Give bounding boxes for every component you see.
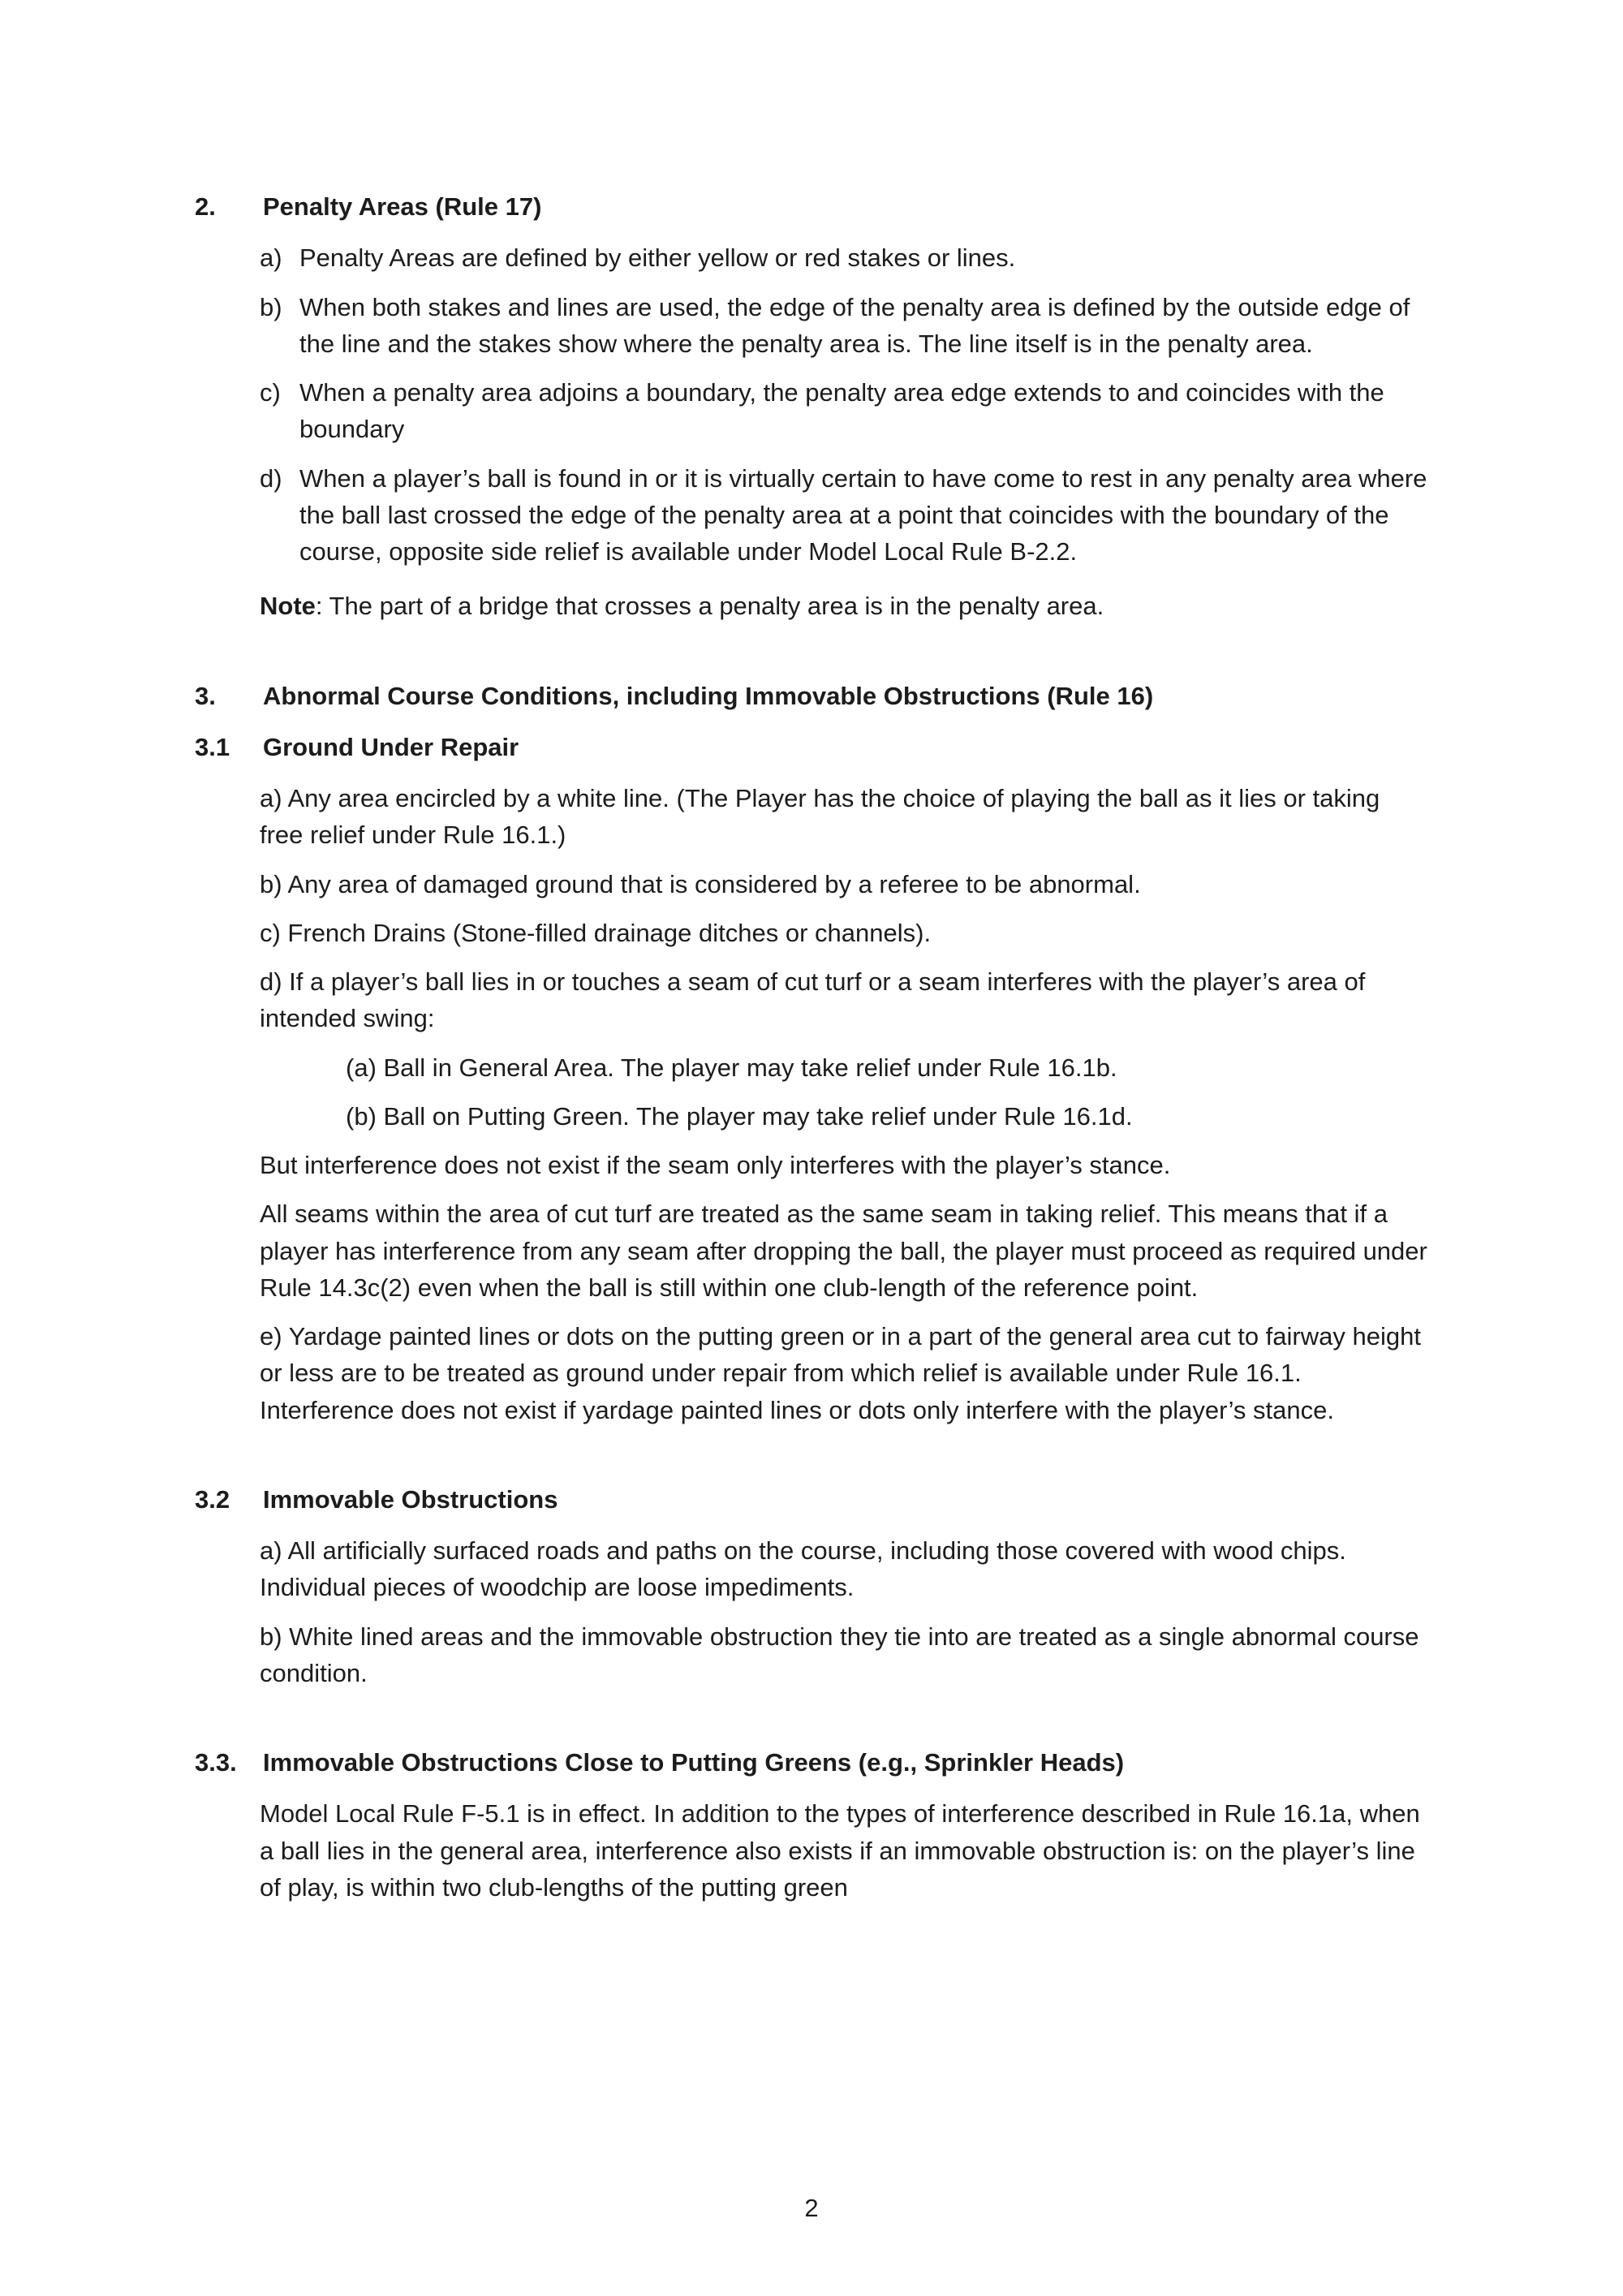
list-item (260, 239, 1428, 276)
note-paragraph (260, 588, 1428, 624)
section-title: Penalty Areas (Rule 17) (263, 192, 542, 221)
paragraph: But interference does not exist if the seam only interferes with the player’s stance. (260, 1151, 1171, 1179)
section-heading (195, 1481, 1428, 1518)
section-spacer (195, 1441, 1428, 1480)
section-number: 3.3. (195, 1748, 237, 1777)
list-item-marker: c) (260, 378, 281, 407)
paragraph: (a) Ball in General Area. The player may take relief under Rule 16.1b. (346, 1053, 1117, 1082)
section-number: 3.1 (195, 732, 230, 761)
page-number: 2 (804, 2193, 819, 2222)
paragraph: c) French Drains (Stone-filled drainage ditches or channels). (260, 918, 932, 947)
list-item-marker: a) (260, 243, 282, 273)
list-item (260, 374, 1428, 448)
note-text: : The part of a bridge that crosses a penalty area is in the penalty area. (315, 592, 1104, 621)
list-item-text: When both stakes and lines are used, the edge of the penalty area is defined by the outside edge of the line and the stakes show where the penalty area is. The line itself is in the penalty area. (299, 292, 1410, 358)
section-title: Abnormal Course Conditions, including Immovable Obstructions (Rule 16) (263, 681, 1154, 710)
section-heading (195, 1744, 1428, 1781)
paragraph: b) Any area of damaged ground that is considered by a referee to be abnormal. (260, 869, 1141, 898)
document-content (195, 188, 1428, 1906)
paragraph: a) All artificially surfaced roads and paths on the course, including those covered with wood chips. Individual pieces of woodchip are loose impediments. (260, 1536, 1346, 1602)
section-title: Immovable Obstructions Close to Putting Greens (e.g., Sprinkler Heads) (263, 1748, 1125, 1777)
list-item (260, 460, 1428, 571)
section-heading (195, 678, 1428, 714)
list-item (260, 289, 1428, 363)
note-label: Note (260, 592, 316, 621)
section-spacer (195, 1704, 1428, 1742)
section-heading (195, 188, 1428, 225)
list-item-text: When a player’s ball is found in or it is virtually certain to have come to rest in any penalty area where the ball last crossed the edge of the penalty area at a point that coincides with the boundary of the course, opposite side relief is available under Model Local Rule B-2.2. (299, 463, 1427, 566)
list-item-marker: b) (260, 292, 282, 321)
paragraph: e) Yardage painted lines or dots on the putting green or in a part of the general area cut to fairway height or less are to be treated as ground under repair from which relief is available under Rule 16.1. Interference does not exist if yardage painted lines or dots only interfere with the player’s stance. (260, 1322, 1421, 1424)
paragraph: d) If a player’s ball lies in or touches a seam of cut turf or a seam interferes with the player’s area of intended swing: (260, 967, 1366, 1033)
list-item-marker: d) (260, 463, 282, 493)
section-heading (195, 729, 1428, 765)
paragraph: (b) Ball on Putting Green. The player may take relief under Rule 16.1d. (346, 1101, 1133, 1131)
section-number: 3.2 (195, 1484, 230, 1514)
paragraph: b) White lined areas and the immovable obstruction they tie into are treated as a single abnormal course condition. (260, 1622, 1419, 1687)
list-item-text: When a penalty area adjoins a boundary, the penalty area edge extends to and coincides with the boundary (299, 378, 1384, 444)
section-spacer (195, 637, 1428, 676)
paragraph: All seams within the area of cut turf are treated as the same seam in taking relief. This means that if a player has interference from any seam after dropping the ball, the player must proceed as required under Rule 14.3c(2) even when the ball is still within one club-length of the reference point. (260, 1200, 1427, 1302)
section-title: Immovable Obstructions (263, 1484, 558, 1514)
list-item-text: Penalty Areas are defined by either yellow or red stakes or lines. (299, 243, 1016, 273)
section-title: Ground Under Repair (263, 732, 519, 761)
paragraph: Model Local Rule F-5.1 is in effect. In addition to the types of interference described in Rule 16.1a, when a ball lies in the general area, interference also exists if an immovable obstruction is: on the player’s line of play, is within two club-lengths of the putting green (260, 1799, 1420, 1902)
section-number: 2. (195, 192, 216, 221)
paragraph: a) Any area encircled by a white line. (The Player has the choice of playing the ball as it lies or taking free relief under Rule 16.1.) (260, 784, 1380, 850)
section-number: 3. (195, 681, 216, 710)
